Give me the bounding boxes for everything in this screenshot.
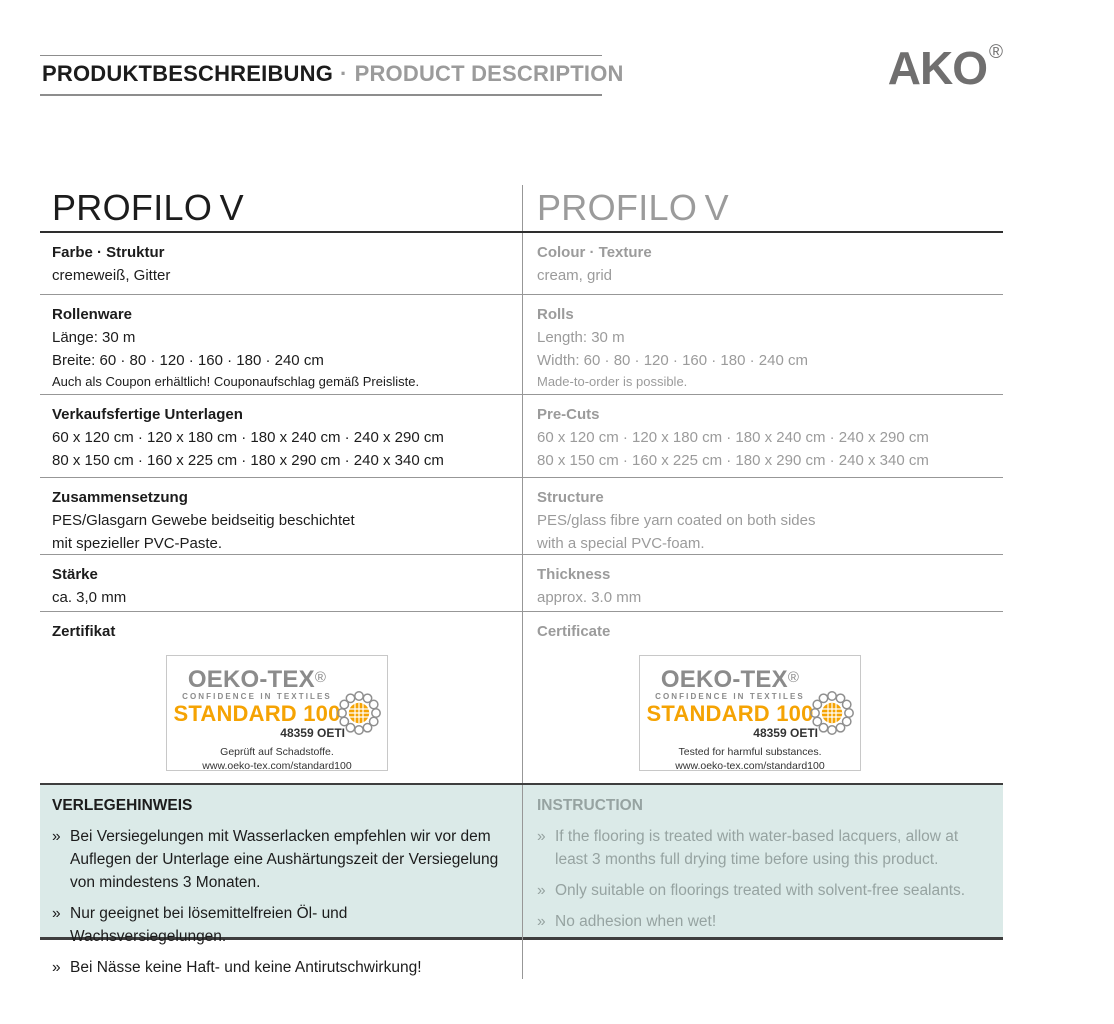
section-label-en: Colour · Texture: [537, 244, 652, 261]
bullet-icon: »: [52, 828, 61, 845]
page-title-de: PRODUKTBESCHREIBUNG: [42, 61, 334, 86]
section-row-precuts: [40, 395, 1003, 478]
section-label-de: Rollenware: [52, 306, 133, 323]
section-label-de: Verkaufsfertige Unterlagen: [52, 406, 243, 423]
instruction-item-en: » No adhesion when wet!: [537, 910, 993, 933]
section-line-en: 60 x 120 cm · 120 x 180 cm · 180 x 240 cm · 240 x 290 cm: [537, 429, 929, 446]
bullet-icon: »: [52, 905, 61, 922]
section-line-de: cremeweiß, Gitter: [52, 267, 171, 284]
instruction-item-de: » Nur geeignet bei lösemittelfreien Öl- und Wachsversiegelungen.: [52, 902, 502, 948]
section-line-en: PES/glass fibre yarn coated on both sides: [537, 512, 816, 529]
page-title-en: PRODUCT DESCRIPTION: [354, 61, 624, 86]
certificate-label-en: Certificate: [537, 623, 611, 640]
oeko-tex-standard: STANDARD 100: [646, 701, 814, 726]
instruction-item-en: » Only suitable on floorings treated with solvent-free sealants.: [537, 879, 993, 902]
product-title-de: PROFILO V: [52, 187, 244, 228]
section-line-en: Width: 60 · 80 · 120 · 160 · 180 · 240 cm: [537, 352, 808, 369]
ako-logo-text: AKO: [887, 42, 987, 94]
oeko-tex-badge-de: [166, 655, 388, 771]
instruction-title-de: VERLEGEHINWEIS: [52, 797, 193, 814]
oeko-tex-flower-icon: [808, 689, 856, 737]
section-label-en: Thickness: [537, 566, 611, 583]
oeko-tex-subtitle: CONFIDENCE IN TEXTILES: [182, 692, 332, 701]
section-label-en: Pre-Cuts: [537, 406, 600, 423]
product-title-row: [40, 185, 1003, 233]
title-separator: ·: [340, 61, 348, 86]
section-label-de: Zusammensetzung: [52, 489, 188, 506]
section-note-en: Made-to-order is possible.: [537, 374, 688, 389]
section-row-colour: [40, 233, 1003, 295]
section-row-certificate: [40, 612, 1003, 783]
section-label-en: Rolls: [537, 306, 574, 323]
section-line-en: cream, grid: [537, 267, 613, 284]
oeko-tex-badge-en: [639, 655, 861, 771]
section-line-de: 60 x 120 cm · 120 x 180 cm · 180 x 240 cm · 240 x 290 cm: [52, 429, 444, 446]
page-title: [40, 55, 624, 96]
registered-trademark-icon: ®: [314, 669, 327, 686]
registered-trademark-icon: ®: [989, 42, 1003, 63]
ako-logo: [887, 42, 1003, 94]
oeko-tex-url: www.oeko-tex.com/standard100: [675, 760, 825, 772]
page-header: [40, 42, 1003, 96]
product-title-en: PROFILO V: [537, 187, 729, 228]
section-line-en: approx. 3.0 mm: [537, 589, 642, 606]
oeko-tex-standard: STANDARD 100: [173, 701, 341, 726]
section-line-de: 80 x 150 cm · 160 x 225 cm · 180 x 290 cm · 240 x 340 cm: [52, 452, 444, 469]
section-line-en: with a special PVC-foam.: [537, 535, 705, 552]
section-line-de: PES/Glasgarn Gewebe beidseitig beschichtet: [52, 512, 355, 529]
section-label-de: Stärke: [52, 566, 98, 583]
section-line-en: Length: 30 m: [537, 329, 625, 346]
bullet-icon: »: [537, 913, 546, 930]
section-row-thickness: [40, 555, 1003, 612]
oeko-tex-subtitle: CONFIDENCE IN TEXTILES: [655, 692, 805, 701]
instruction-item-en: » If the flooring is treated with water-based lacquers, allow at least 3 months full drying time before using this product.: [537, 825, 993, 871]
section-line-de: mit spezieller PVC-Paste.: [52, 535, 223, 552]
product-table: [40, 185, 1003, 976]
bullet-icon: »: [52, 959, 61, 976]
instruction-title-en: INSTRUCTION: [537, 797, 643, 814]
oeko-tex-tested-line: Geprüft auf Schadstoffe.: [220, 746, 334, 758]
oeko-tex-flower-icon: [335, 689, 383, 737]
oeko-tex-number: 48359 OETI: [753, 726, 818, 740]
section-row-rolls: [40, 295, 1003, 395]
instruction-item-de: » Bei Nässe keine Haft- und keine Antirutschwirkung!: [52, 956, 502, 979]
bullet-icon: »: [537, 828, 546, 845]
registered-trademark-icon: ®: [787, 669, 800, 686]
section-label-en: Structure: [537, 489, 604, 506]
section-line-en: 80 x 150 cm · 160 x 225 cm · 180 x 290 cm · 240 x 340 cm: [537, 452, 929, 469]
oeko-tex-tested-line: Tested for harmful substances.: [678, 746, 822, 758]
section-label-de: Farbe · Struktur: [52, 244, 165, 261]
oeko-tex-brand: OEKO-TEX®: [660, 666, 800, 693]
bullet-icon: »: [537, 882, 546, 899]
instruction-item-de: » Bei Versiegelungen mit Wasserlacken empfehlen wir vor dem Auflegen der Unterlage eine Aushärtungszeit der Versiegelung von mindestens 3 Monaten.: [52, 825, 502, 894]
oeko-tex-url: www.oeko-tex.com/standard100: [202, 760, 352, 772]
section-line-de: Breite: 60 · 80 · 120 · 160 · 180 · 240 cm: [52, 352, 324, 369]
instruction-row: [40, 783, 1003, 976]
section-note-de: Auch als Coupon erhältlich! Couponaufschlag gemäß Preisliste.: [52, 374, 420, 389]
oeko-tex-number: 48359 OETI: [280, 726, 345, 740]
oeko-tex-brand: OEKO-TEX®: [187, 666, 327, 693]
section-line-de: Länge: 30 m: [52, 329, 136, 346]
certificate-label-de: Zertifikat: [52, 623, 116, 640]
section-line-de: ca. 3,0 mm: [52, 589, 127, 606]
section-row-structure: [40, 478, 1003, 555]
